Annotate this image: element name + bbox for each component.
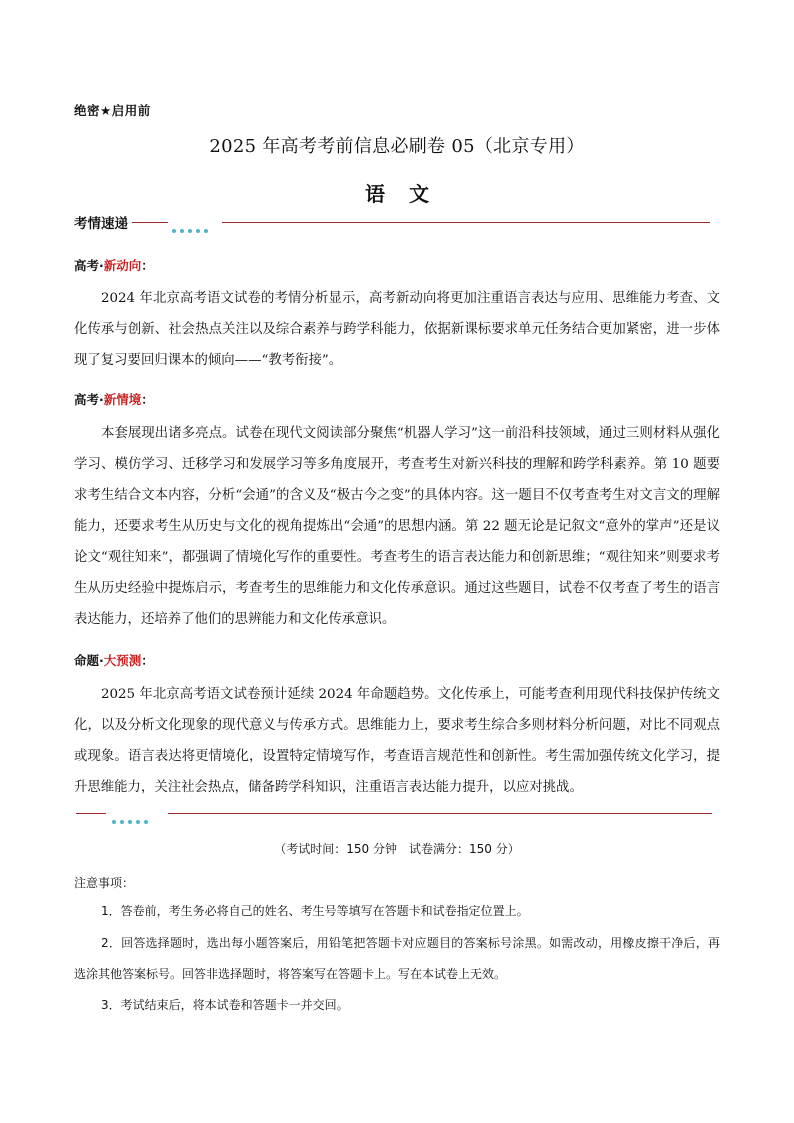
section-dots-decoration [172, 218, 212, 237]
paragraph-new-trend: 2024 年北京高考语文试卷的考情分析显示，高考新动向将更加注重语言表达与应用、思维能力考查、文化传承与创新、社会热点关注以及综合素养与跨学科能力，依据新课标要求单元任务结合更加紧密，进一步体现了复习要回归课本的倾向——“教考衔接”。 [74, 291, 720, 368]
page-title: 2025 年高考考前信息必刷卷 05（北京专用） [209, 136, 585, 157]
footer-rule-left [76, 813, 106, 814]
notice-item: 1．答卷前，考生务必将自己的姓名、考生号等填写在答题卡和试卷指定位置上。 [101, 904, 529, 918]
subsection-heading-new-context: 高考·新情境： [74, 392, 154, 407]
footer-dots-decoration [112, 809, 152, 828]
section-header-exam-briefing [74, 212, 714, 234]
notice-item: 2．回答选择题时，选出每小题答案后，用铅笔把答题卡对应题目的答案标号涂黑。如需改动，用橡皮擦干净后，再选涂其他答案标号。回答非选择题时，将答案写在答题卡上。写在本试卷上无效。 [74, 936, 720, 981]
confidential-mark: 绝密★启用前 [74, 103, 151, 118]
footer-rule-right [168, 813, 712, 814]
subsection-heading-new-trend: 高考·新动向： [74, 258, 154, 273]
section-label: 考情速递 [74, 216, 128, 232]
subject-title: 语文 [365, 182, 453, 206]
section-rule-right [222, 222, 710, 223]
section-rule-left [132, 222, 168, 223]
subsection-heading-forecast: 命题·大预测： [74, 653, 154, 668]
paragraph-new-context: 本套展现出诸多亮点。试卷在现代文阅读部分聚焦“机器人学习”这一前沿科技领域，通过三则材料从强化学习、模仿学习、迁移学习和发展学习等多角度展开，考查考生对新兴科技的理解和跨学科素养。第 10 题要求考生结合文本内容，分析“会通”的含义及“极古今之变”的具体内容。这一题目不仅考查考生对文言文的理解能力，还要求考生从历史与文化的视角提炼出“会通”的思想内涵。第 22 题无论是记叙文“意外的掌声”还是议论文“观往知来”，都强调了情境化写作的重要性。考查考生的语言表达能力和创新思维；“观往知来”则要求考生从历史经验中提炼启示，考查考生的思维能力和文化传承意识。通过这些题目，试卷不仅考查了考生的语言表达能力，还培养了他们的思辨能力和文化传承意识。 [74, 426, 720, 627]
exam-time-and-score: （考试时间：150 分钟 试卷满分：150 分） [274, 842, 520, 856]
paragraph-forecast: 2025 年北京高考语文试卷预计延续 2024 年命题趋势。文化传承上，可能考查利用现代科技保护传统文化，以及分析文化现象的现代意义与传承方式。思维能力上，要求考生综合多则材料分析问题，对比不同观点或现象。语言表达将更情境化，设置特定情境写作，考查语言规范性和创新性。考生需加强传统文化学习，提升思维能力，关注社会热点，储备跨学科知识，注重语言表达能力提升，以应对挑战。 [74, 687, 720, 795]
section-footer-divider [74, 806, 714, 820]
notice-title: 注意事项： [74, 876, 135, 890]
notice-item: 3．考试结束后，将本试卷和答题卡一并交回。 [101, 998, 349, 1012]
